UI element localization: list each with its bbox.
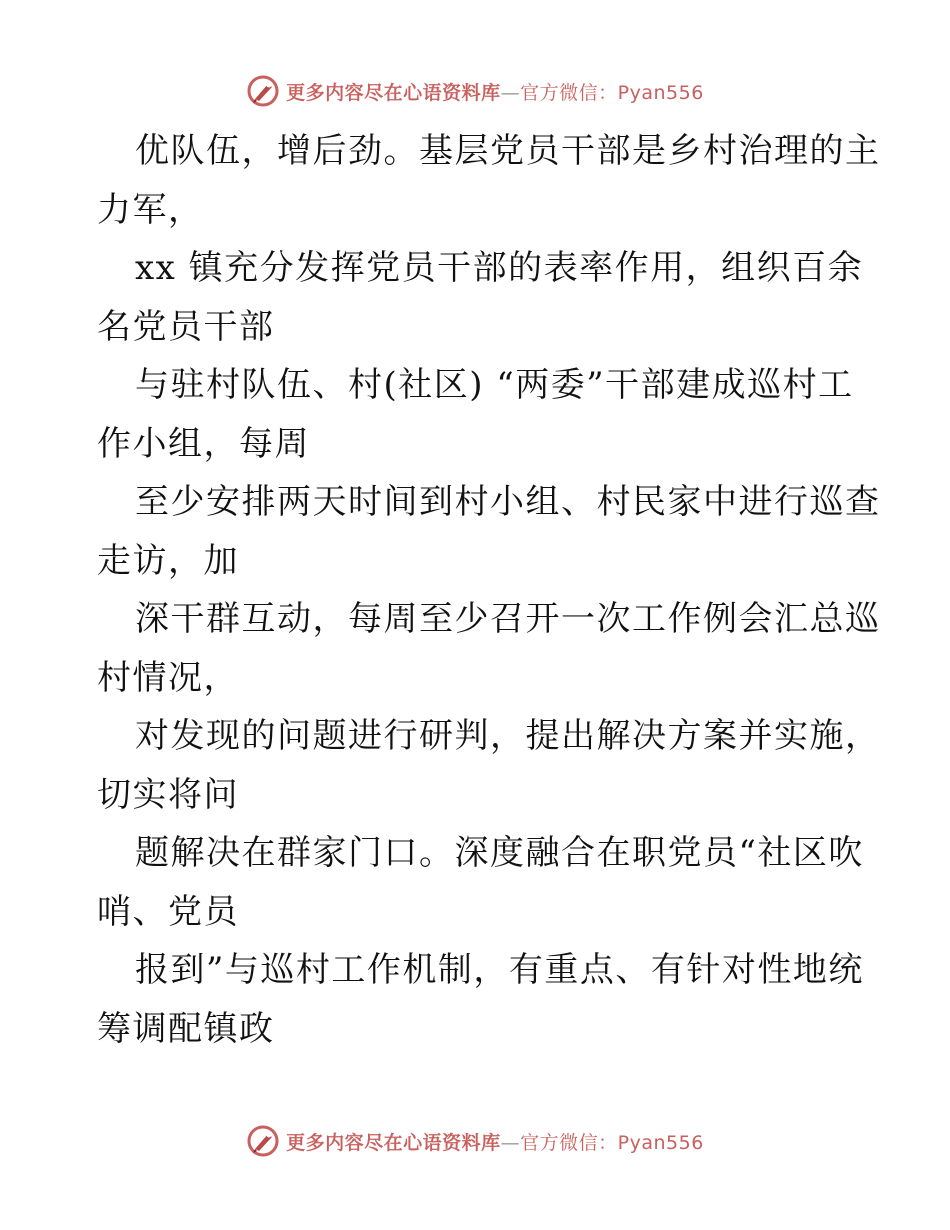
text-line: 报到”与巡村工作机制，有重点、有针对性地统 — [135, 950, 864, 990]
text-line: 哨、党员 — [97, 891, 239, 932]
text-line: 与驻村队伍、村(社区) “两委”干部建成巡村工 — [135, 365, 854, 405]
watermark-contact: 官方微信：Pyan556 — [520, 1131, 704, 1154]
pen-seal-icon — [246, 1124, 280, 1158]
text-line: 题解决在群家门口。深度融合在职党员“社区吹 — [135, 833, 864, 873]
text-line: 切实将问 — [97, 774, 239, 815]
text-line: 走访，加 — [97, 540, 239, 581]
document-body — [97, 122, 881, 1058]
pen-seal-icon — [246, 74, 280, 108]
text-line: 力军， — [97, 189, 204, 230]
text-line: 筹调配镇政 — [97, 1008, 275, 1049]
watermark-brand: 更多内容尽在心语资料库 — [286, 1131, 501, 1154]
watermark-text — [286, 1128, 704, 1155]
text-line: 优队伍，增后劲。基层党员干部是乡村治理的主 — [135, 131, 881, 171]
text-line: 作小组，每周 — [97, 423, 310, 464]
watermark-separator: — — [500, 1131, 521, 1154]
watermark-text — [286, 78, 704, 105]
text-line: 深干群互动，每周至少召开一次工作例会汇总巡 — [135, 599, 881, 639]
watermark-contact: 官方微信：Pyan556 — [520, 81, 704, 104]
text-line: 名党员干部 — [97, 306, 275, 347]
watermark-separator: — — [500, 81, 521, 104]
footer-watermark — [0, 1121, 950, 1161]
header-watermark — [0, 71, 950, 111]
watermark-brand: 更多内容尽在心语资料库 — [286, 81, 501, 104]
text-line: 对发现的问题进行研判，提出解决方案并实施， — [135, 716, 881, 756]
text-line: 村情况， — [97, 657, 239, 698]
text-line: xx 镇充分发挥党员干部的表率作用，组织百余 — [135, 248, 864, 288]
text-line: 至少安排两天时间到村小组、村民家中进行巡查 — [135, 482, 881, 522]
